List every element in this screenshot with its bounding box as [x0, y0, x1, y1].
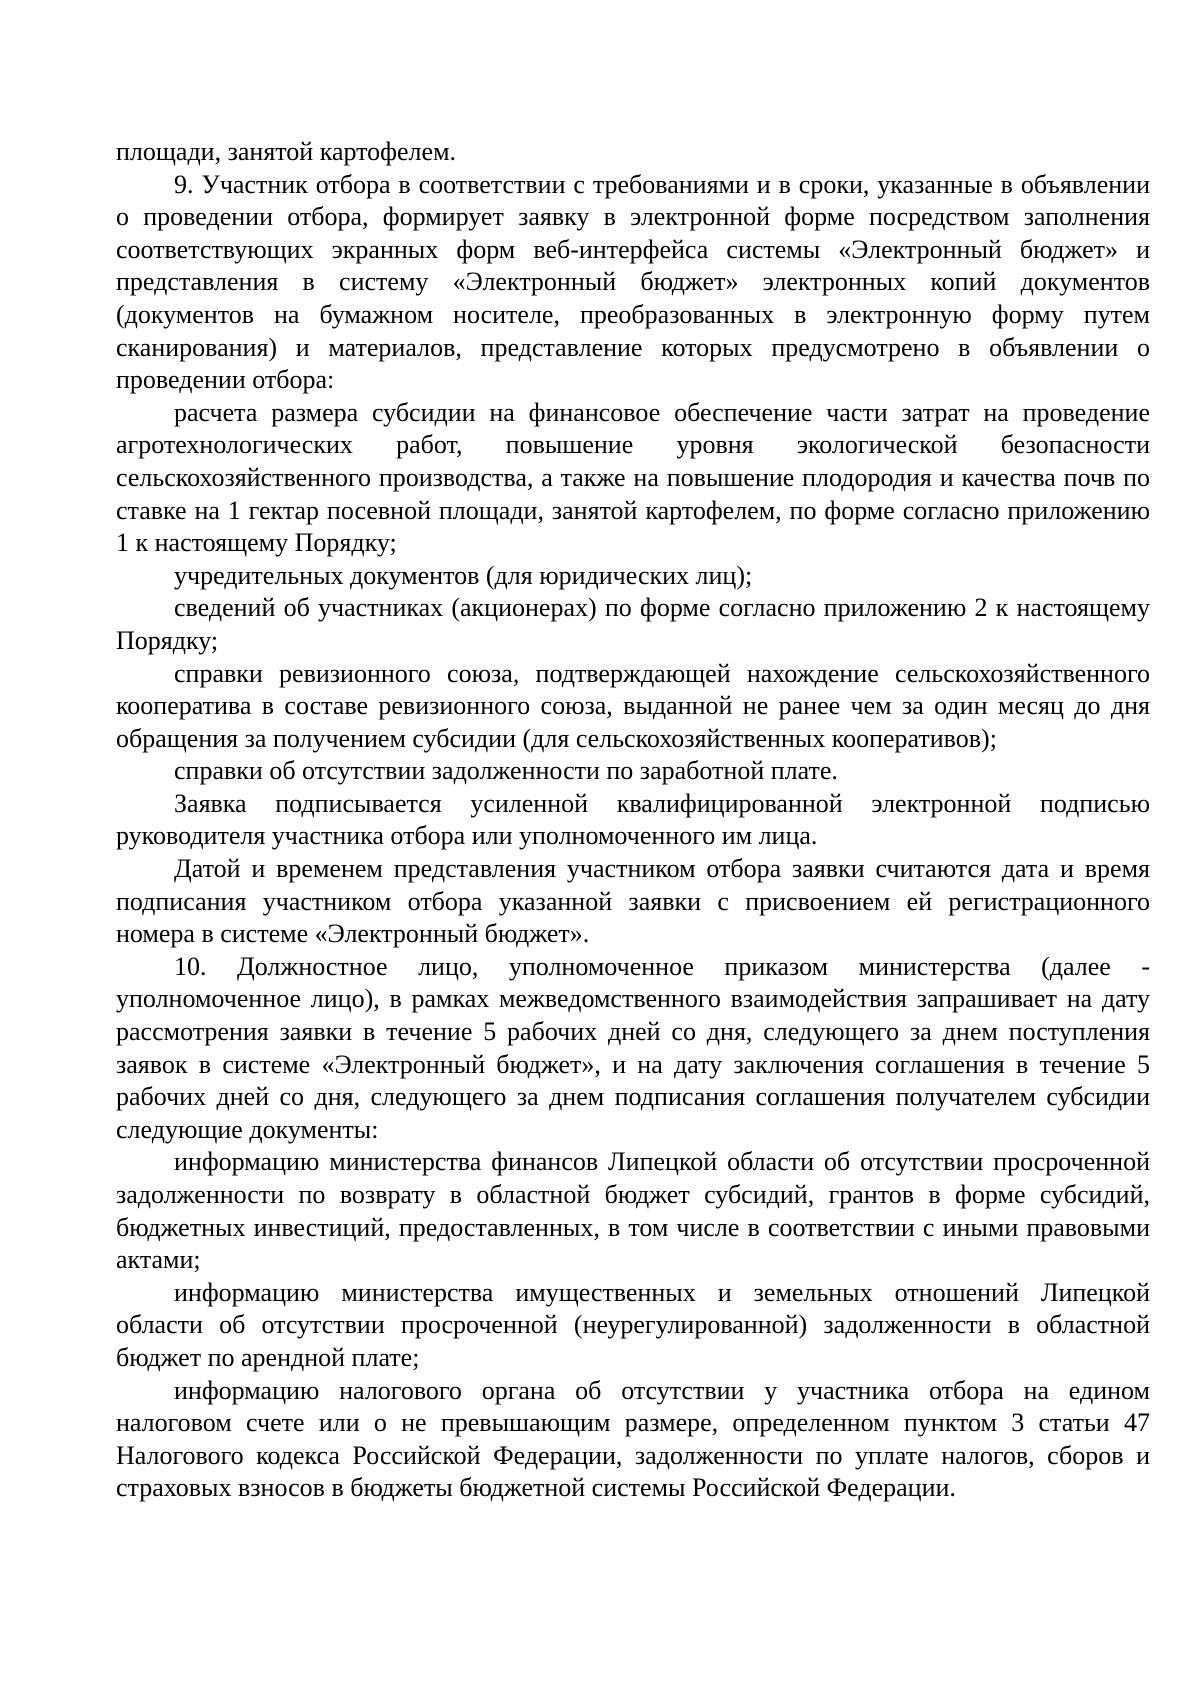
- paragraph-subsidy-calculation: расчета размера субсидии на финансовое обеспечение части затрат на проведение агротехнологических работ, повышение уровня экологической безопасности сельскохозяйственного производства, а также на повышение плодородия и качества почв по ставке на 1 гектар посевной площади, занятой картофелем, по форме согласно приложению 1 к настоящему Порядку;: [116, 397, 1150, 558]
- paragraph-wage-debt-certificate: справки об отсутствии задолженности по заработной плате.: [174, 756, 838, 786]
- paragraph-continuation: площади, занятой картофелем.: [116, 137, 457, 166]
- paragraph-property-ministry-info: информацию министерства имущественных и земельных отношений Липецкой области об отсутствии просроченной (неурегулированной) задолженности в областной бюджет по арендной плате;: [116, 1277, 1150, 1372]
- paragraph-submission-date: Датой и временем представления участником отбора заявки считаются дата и время подписания участником отбора указанной заявки с присвоением ей регистрационного номера в системе «Электронный бюджет».: [116, 854, 1150, 949]
- paragraph-founding-documents: учредительных документов (для юридических лиц);: [174, 560, 753, 590]
- document-page: [116, 136, 1150, 1505]
- paragraph-tax-authority-info: информацию налогового органа об отсутствии у участника отбора на едином налоговом счете или о не превышающим размере, определенном пунктом 3 статьи 47 Налогового кодекса Российской Федерации, задолженности по уплате налогов, сборов и страховых взносов в бюджеты бюджетной системы Российской Федерации.: [116, 1375, 1150, 1503]
- paragraph-item-9: 9. Участник отбора в соответствии с требованиями и в сроки, указанные в объявлении о проведении отбора, формирует заявку в электронной форме посредством заполнения соответствующих экранных форм веб-интерфейса системы «Электронный бюджет» и представления в систему «Электронный бюджет» электронных копий документов (документов на бумажном носителе, преобразованных в электронную форму путем сканирования) и материалов, представление которых предусмотрено в объявлении о проведении отбора:: [116, 169, 1150, 395]
- paragraph-signature: Заявка подписывается усиленной квалифицированной электронной подписью руководителя участника отбора или уполномоченного им лица.: [116, 788, 1150, 851]
- paragraph-audit-union-certificate: справки ревизионного союза, подтверждающей нахождение сельскохозяйственного кооператива в составе ревизионного союза, выданной не ранее чем за один месяц до дня обращения за получением субсидии (для сельскохозяйственных кооперативов);: [116, 658, 1150, 753]
- paragraph-participants-info: сведений об участниках (акционерах) по форме согласно приложению 2 к настоящему Порядку;: [116, 593, 1150, 655]
- paragraph-item-10: 10. Должностное лицо, уполномоченное приказом министерства (далее - уполномоченное лицо), в рамках межведомственного взаимодействия запрашивает на дату рассмотрения заявки в течение 5 рабочих дней со дня, следующего за днем поступления заявок в системе «Электронный бюджет», и на дату заключения соглашения в течение 5 рабочих дней со дня, следующего за днем подписания соглашения получателем субсидии следующие документы:: [116, 951, 1150, 1144]
- paragraph-finance-ministry-info: информацию министерства финансов Липецкой области об отсутствии просроченной задолженности по возврату в областной бюджет субсидий, грантов в форме субсидий, бюджетных инвестиций, предоставленных, в том числе в соответствии с иными правовыми актами;: [116, 1147, 1150, 1275]
